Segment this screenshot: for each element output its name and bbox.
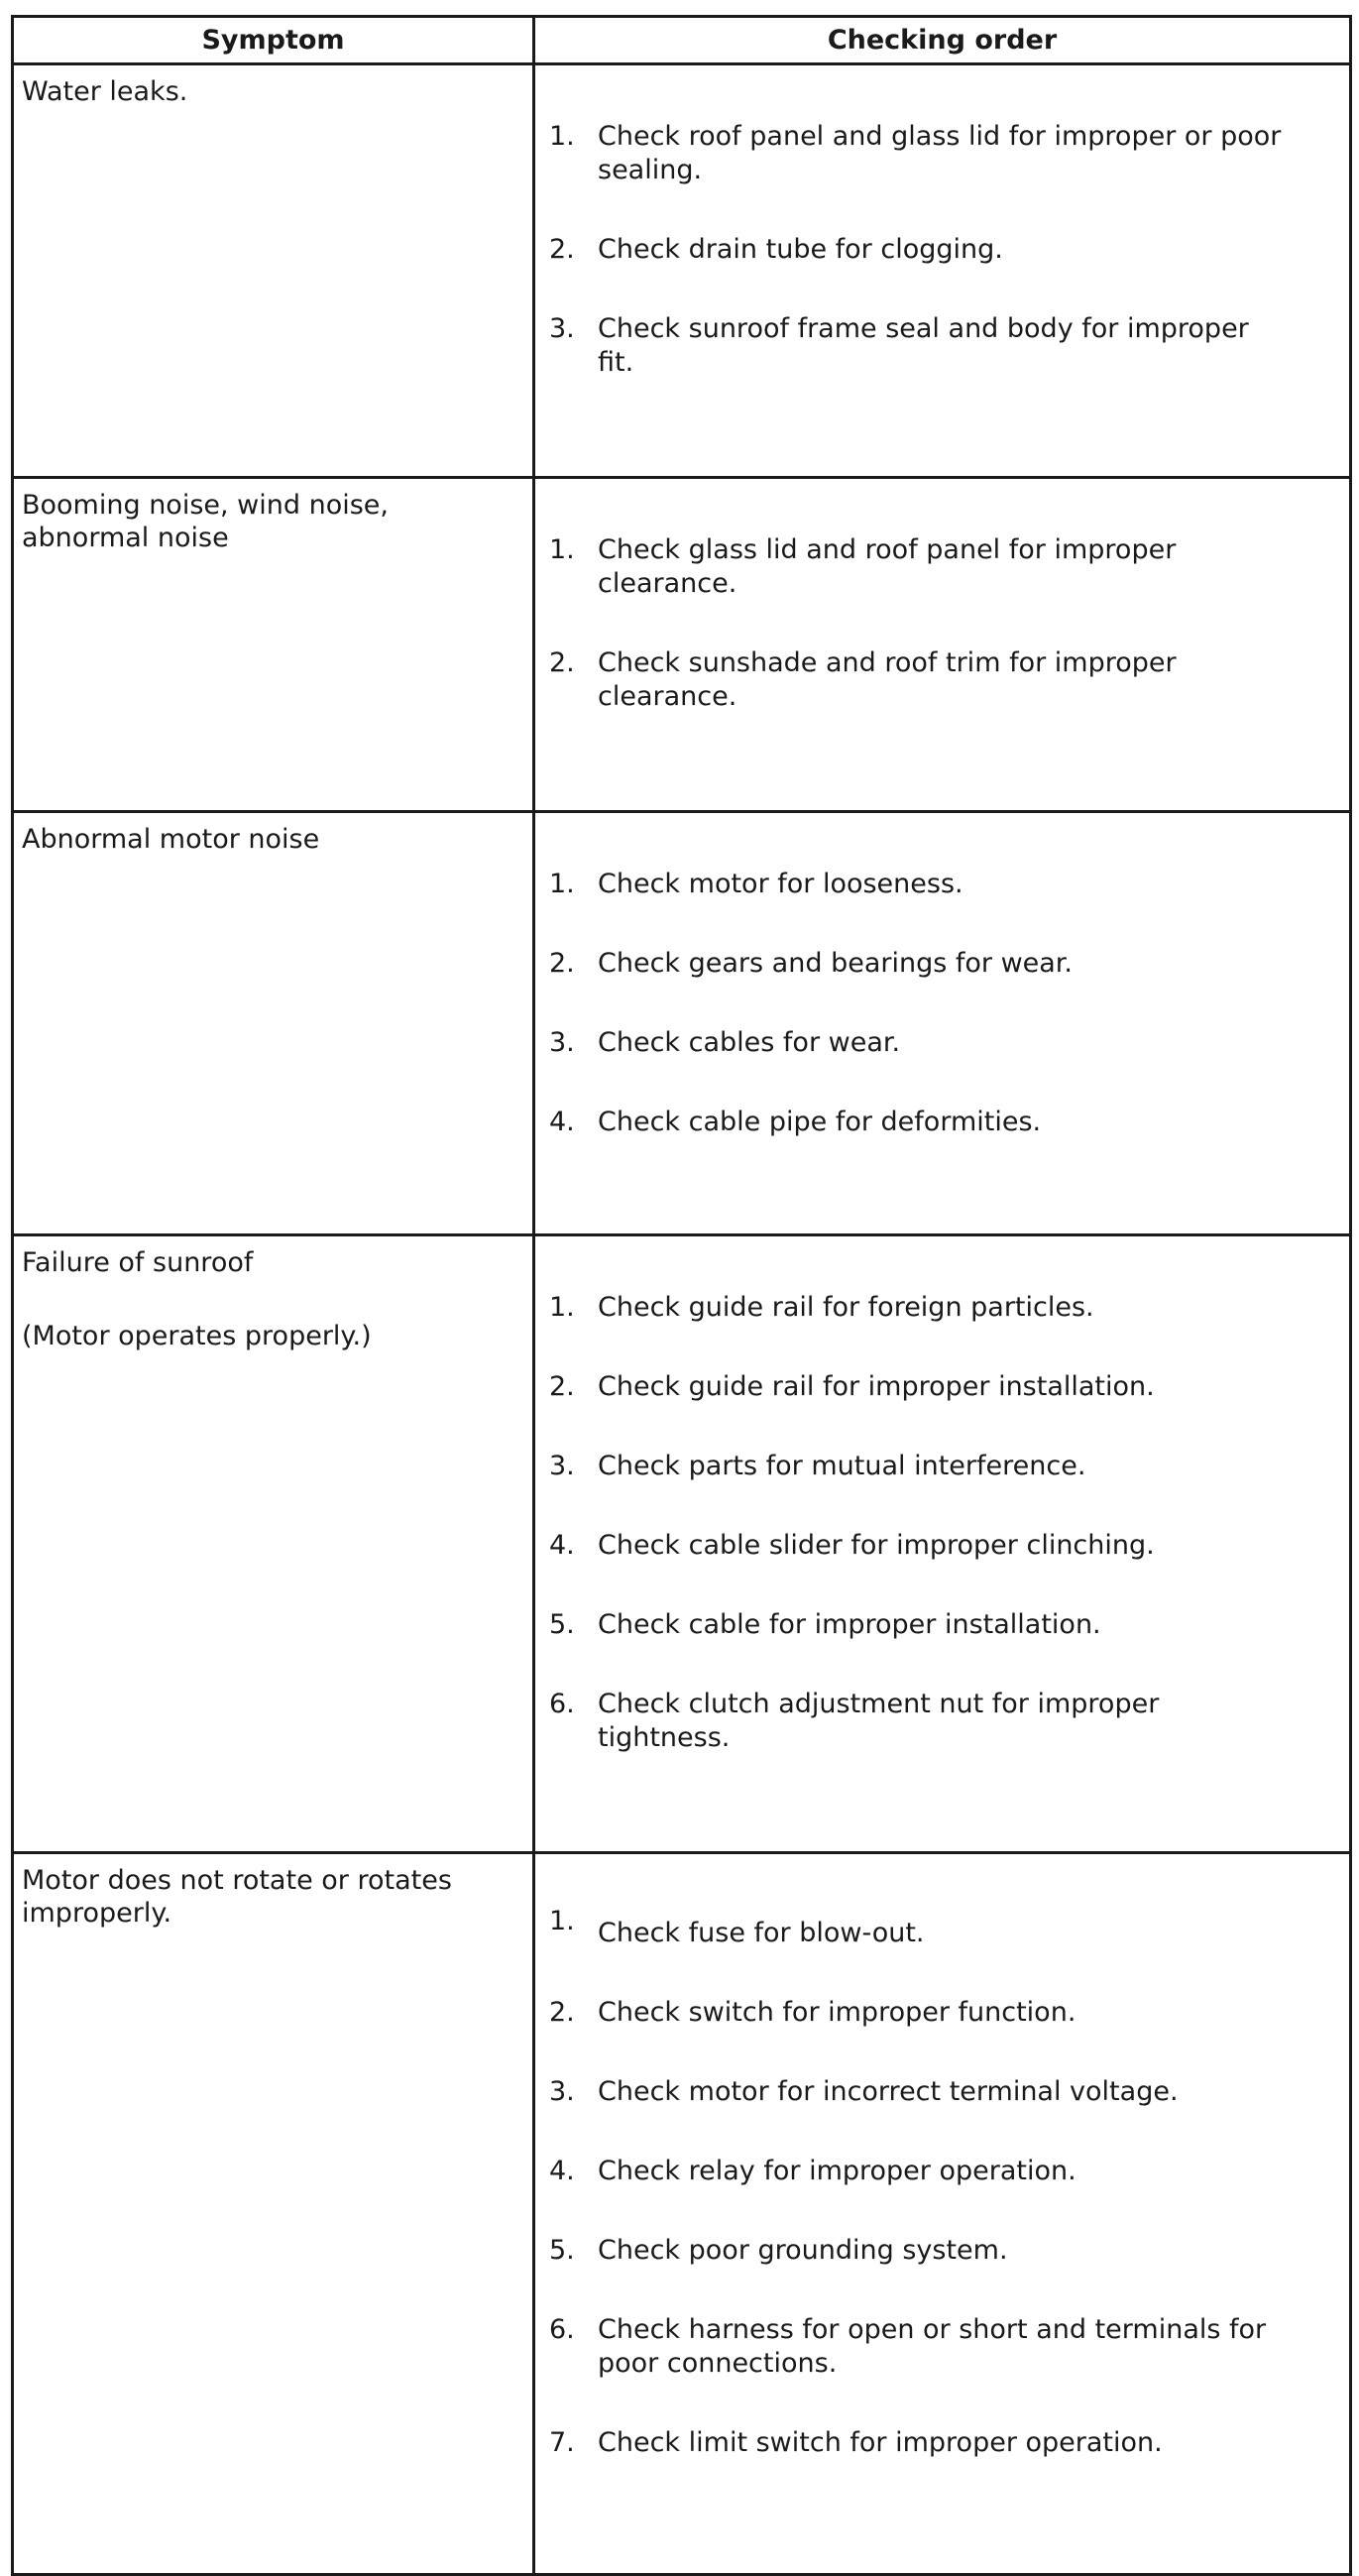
step-text: Check switch for improper function.: [598, 1997, 1076, 2028]
symptom-column-header: Symptom: [13, 17, 534, 64]
list-item: [549, 1688, 1290, 1755]
step-number: 2.: [549, 647, 575, 678]
step-number: 7.: [549, 2427, 575, 2458]
step-number: 6.: [549, 1689, 575, 1719]
list-item: [549, 947, 1290, 981]
step-text: Check cables for wear.: [598, 1027, 901, 1058]
step-text: Check roof panel and glass lid for improper or poor sealing.: [598, 121, 1282, 185]
list-item: [549, 2426, 1290, 2460]
list-item: [549, 646, 1290, 714]
troubleshooting-table: [11, 15, 1352, 2576]
step-number: 3.: [549, 313, 575, 344]
list-item: [549, 2313, 1290, 2381]
step-text: Check cable for improper installation.: [598, 1609, 1101, 1640]
step-number: 1.: [549, 1906, 575, 1936]
step-text: Check parts for mutual interference.: [598, 1451, 1086, 1481]
list-item: [549, 868, 1290, 901]
checking-order-cell: [534, 64, 1351, 478]
step-text: Check gears and bearings for wear.: [598, 948, 1074, 979]
checking-order-cell: [534, 478, 1351, 812]
step-text: Check motor for incorrect terminal voltage.: [598, 2076, 1179, 2107]
step-number: 1.: [549, 869, 575, 899]
troubleshooting-sheet: [11, 15, 1349, 2576]
checking-steps-list: [535, 65, 1349, 380]
list-item: [549, 1608, 1290, 1642]
step-text: Check fuse for blow-out.: [598, 1918, 925, 1948]
step-text: Check motor for looseness.: [598, 869, 963, 899]
list-item: [549, 1370, 1290, 1404]
list-item: [549, 233, 1290, 267]
step-number: 4.: [549, 2156, 575, 2186]
symptom-text: Abnormal motor noise: [22, 824, 320, 855]
checking-order-column-header: Checking order: [534, 17, 1351, 64]
step-number: 1.: [549, 1292, 575, 1323]
symptom-cell: [13, 478, 534, 812]
symptom-cell: [13, 812, 534, 1235]
symptom-cell: [13, 64, 534, 478]
list-item: [549, 120, 1290, 187]
symptom-text: Water leaks.: [22, 76, 188, 107]
step-text: Check sunroof frame seal and body for improper fit.: [598, 313, 1249, 378]
list-item: [549, 2155, 1290, 2188]
step-number: 4.: [549, 1107, 575, 1137]
step-text: Check limit switch for improper operation.: [598, 2427, 1163, 2458]
step-text: Check cable pipe for deformities.: [598, 1107, 1042, 1137]
step-text: Check guide rail for foreign particles.: [598, 1292, 1094, 1323]
checking-order-cell: [534, 1853, 1351, 2575]
step-number: 2.: [549, 1997, 575, 2028]
header-row: [13, 17, 1351, 64]
table-row: [13, 64, 1351, 478]
checking-order-cell: [534, 1235, 1351, 1853]
step-text: Check cable slider for improper clinching.: [598, 1530, 1155, 1561]
table-row: [13, 1235, 1351, 1853]
checking-steps-list: [535, 1236, 1349, 1755]
step-text: Check poor grounding system.: [598, 2235, 1008, 2266]
list-item: [549, 2075, 1290, 2109]
table-row: [13, 478, 1351, 812]
step-number: 3.: [549, 2076, 575, 2107]
checking-steps-list: [535, 479, 1349, 714]
table-row: [13, 812, 1351, 1235]
list-item: [549, 1026, 1290, 1060]
list-item: [549, 1906, 1290, 1950]
list-item: [549, 1450, 1290, 1483]
step-text: Check clutch adjustment nut for improper tightness.: [598, 1689, 1160, 1753]
checking-steps-list: [535, 1854, 1349, 2460]
step-number: 1.: [549, 534, 575, 565]
symptom-text: Failure of sunroof: [22, 1247, 254, 1278]
step-text: Check drain tube for clogging.: [598, 234, 1003, 265]
list-item: [549, 1996, 1290, 2030]
checking-order-cell: [534, 812, 1351, 1235]
step-text: Check relay for improper operation.: [598, 2156, 1076, 2186]
step-number: 6.: [549, 2314, 575, 2345]
step-text: Check glass lid and roof panel for improper clearance.: [598, 534, 1177, 599]
step-number: 3.: [549, 1027, 575, 1058]
step-number: 2.: [549, 948, 575, 979]
step-number: 5.: [549, 2235, 575, 2266]
checking-steps-list: [535, 813, 1349, 1139]
symptom-note: (Motor operates properly.): [22, 1321, 372, 1351]
table-row: [13, 1853, 1351, 2575]
step-text: Check harness for open or short and terminals for poor connections.: [598, 2314, 1267, 2379]
step-number: 2.: [549, 234, 575, 265]
symptom-text: Motor does not rotate or rotates improperly.: [22, 1865, 452, 1929]
step-number: 3.: [549, 1451, 575, 1481]
step-number: 2.: [549, 1371, 575, 1402]
list-item: [549, 312, 1290, 380]
step-number: 4.: [549, 1530, 575, 1561]
step-text: Check guide rail for improper installation.: [598, 1371, 1155, 1402]
list-item: [549, 1106, 1290, 1139]
symptom-text: Booming noise, wind noise, abnormal noise: [22, 490, 389, 553]
step-number: 5.: [549, 1609, 575, 1640]
symptom-cell: [13, 1235, 534, 1853]
list-item: [549, 2234, 1290, 2268]
step-text: Check sunshade and roof trim for improper clearance.: [598, 647, 1177, 712]
symptom-cell: [13, 1853, 534, 2575]
list-item: [549, 1291, 1290, 1325]
step-number: 1.: [549, 121, 575, 152]
list-item: [549, 1529, 1290, 1563]
list-item: [549, 533, 1290, 601]
